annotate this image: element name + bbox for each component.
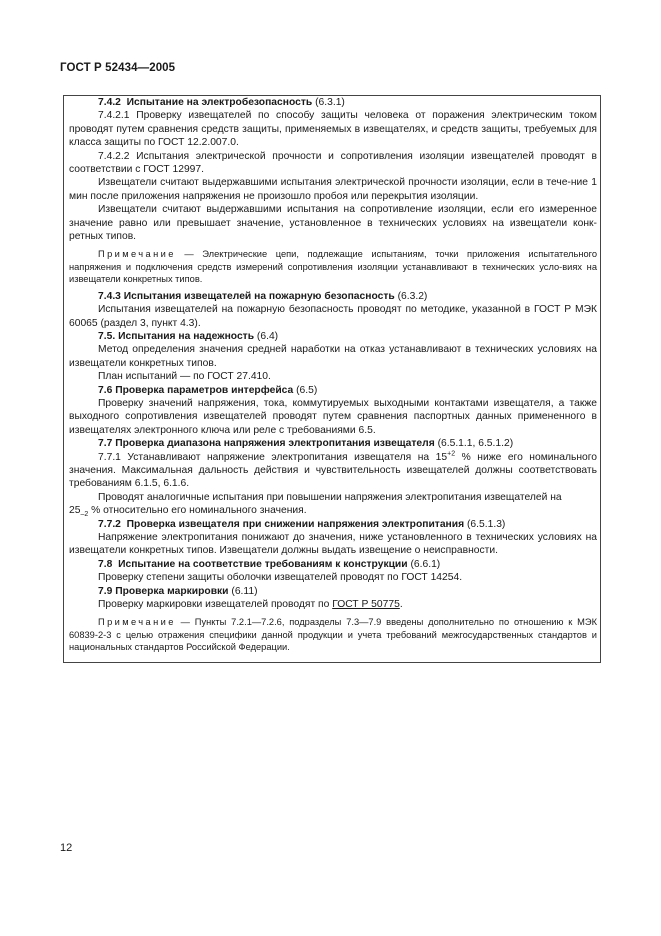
- document-header: ГОСТ Р 52434—2005: [60, 62, 176, 74]
- section-heading-7-5: [69, 330, 597, 343]
- section-number: 7.4.2: [98, 97, 121, 108]
- section-number: 7.7.2: [98, 518, 121, 530]
- section-reference: (6.4): [256, 330, 279, 342]
- section-number: 7.4.3: [98, 290, 121, 302]
- section-heading-7-7-2: [69, 518, 597, 531]
- section-heading-7-8: [69, 558, 597, 571]
- paragraph: 7.4.2.2 Испытания электрической прочности и сопротивления изоляции извещателей проводят в соответствии с ГОСТ 12997.: [69, 150, 597, 176]
- section-heading-7-4-2: [69, 96, 597, 109]
- section-number: 7.7: [98, 438, 113, 450]
- paragraph-text: 25: [69, 505, 81, 517]
- section-title: Испытания на надежность: [118, 330, 255, 342]
- paragraph: Проводят аналогичные испытания при повышении напряжения электропитания извещателей на: [98, 491, 562, 503]
- paragraph: Испытания извещателей на пожарную безопасность проводят по методике, указанной в ГОСТ Р МЭК 60065 (раздел 3, пункт 4.3).: [69, 304, 597, 329]
- section-number: 7.6: [98, 384, 113, 396]
- section-reference: (6.3.1): [315, 97, 345, 108]
- note-label: Примечание: [98, 249, 176, 260]
- paragraph: План испытаний — по ГОСТ 27.410.: [98, 371, 271, 383]
- paragraph: 7.4.2.1 Проверку извещателей по способу защиты человека от поражения электрическим током проводят путем сравнения средств защиты, применяемых в извещателях, и средств защиты, требуемых для класса защиты по ГОСТ 12.2.007.0.: [69, 110, 597, 149]
- paragraph: Извещатели считают выдержавшими испытания электрической прочности изоляции, если в тече-ние 1 мин после приложения напряжения не произошло пробоя или перекрытия изоляции.: [69, 177, 597, 202]
- paragraph: [69, 504, 597, 517]
- standard-link[interactable]: ГОСТ Р 50775: [332, 599, 400, 611]
- section-title: Проверка диапазона напряжения электропитания извещателя: [115, 438, 435, 450]
- section-number: 7.5.: [98, 330, 116, 342]
- page-number: 12: [60, 842, 73, 854]
- paragraph: Метод определения значения средней наработки на отказ устанавливают в технических условиях на извещатели конкретных типов.: [69, 344, 597, 369]
- section-heading-7-7: [69, 437, 597, 450]
- section-number: 7.8: [98, 558, 113, 570]
- paragraph: [69, 598, 597, 611]
- section-heading-7-9: [69, 585, 597, 598]
- paragraph: Проверку степени защиты оболочки извещателей проводят по ГОСТ 14254.: [98, 572, 463, 584]
- section-title: Испытание на электробезопасность: [126, 97, 313, 108]
- section-title: Проверка извещателя при снижении напряжения электропитания: [126, 518, 465, 530]
- note-text: — Электрические цепи, подлежащие испытаниям, точки приложения испытательного напряжения и подключения средств измерений сопротивления изоляции устанавливают в технических усло-виях на извещатели конкретных типов.: [69, 249, 597, 285]
- section-title: Испытание на соответствие требованиям к конструкции: [118, 558, 408, 570]
- section-reference: (6.3.2): [397, 290, 428, 302]
- section-reference: (6.11): [231, 585, 258, 597]
- paragraph-text: .: [399, 599, 403, 611]
- paragraph-text: % относительно его номинального значения.: [88, 505, 307, 517]
- note-label: Примечание: [98, 617, 176, 628]
- section-title: Проверка маркировки: [115, 585, 229, 597]
- paragraph: Проверку значений напряжения, тока, коммутируемых выходными контактами извещателя, а также выходного сопротивления извещателей проводят путем сравнения паспортных данных примененного в извещателях электронного ключа или реле с требованиями 6.5.: [69, 397, 597, 436]
- paragraph-text: % ниже его номинального значения. Максимальная дальность действия и чувствительность извещателей должны соответствовать требованиям 6.1.5, 6.1.6.: [69, 451, 598, 490]
- superscript: +2: [447, 450, 456, 458]
- section-reference: (6.5): [296, 384, 318, 396]
- section-heading-7-6: [69, 384, 597, 397]
- section-title: Проверка параметров интерфейса: [115, 384, 294, 396]
- note: [69, 248, 597, 285]
- section-reference: (6.5.1.1, 6.5.1.2): [437, 438, 514, 450]
- paragraph: [69, 451, 597, 491]
- note: [69, 616, 597, 653]
- paragraph: Напряжение электропитания понижают до значения, ниже установленного в технических условиях на извещатели конкретных типов. Извещатели должны выдать извещение о неисправности.: [69, 532, 597, 557]
- section-reference: (6.5.1.3): [467, 518, 506, 530]
- paragraph-text: Проверку маркировки извещателей проводят по: [98, 599, 333, 611]
- section-number: 7.9: [98, 585, 113, 597]
- note-text: — Пункты 7.2.1—7.2.6, подразделы 7.3—7.9 введены дополнительно по отношению к МЭК 60839-2-3 с целью отражения специфики данной продукции и учета требований межгосударственных стандартов и национальных стандартов Российской Федерации.: [69, 617, 597, 653]
- section-title: Испытания извещателей на пожарную безопасность: [123, 290, 395, 302]
- section-reference: (6.6.1): [410, 558, 441, 570]
- paragraph: Извещатели считают выдержавшими испытания на сопротивление изоляции, если его измеренное значение равно или превышает значение, установленное в технических условиях на извещатели конк-ретных типов.: [69, 204, 597, 243]
- section-heading-7-4-3: [69, 290, 597, 303]
- document-body: [69, 96, 597, 658]
- subscript: –2: [80, 511, 89, 519]
- paragraph-text: 7.7.1 Устанавливают напряжение электропитания извещателя на 15: [98, 451, 448, 463]
